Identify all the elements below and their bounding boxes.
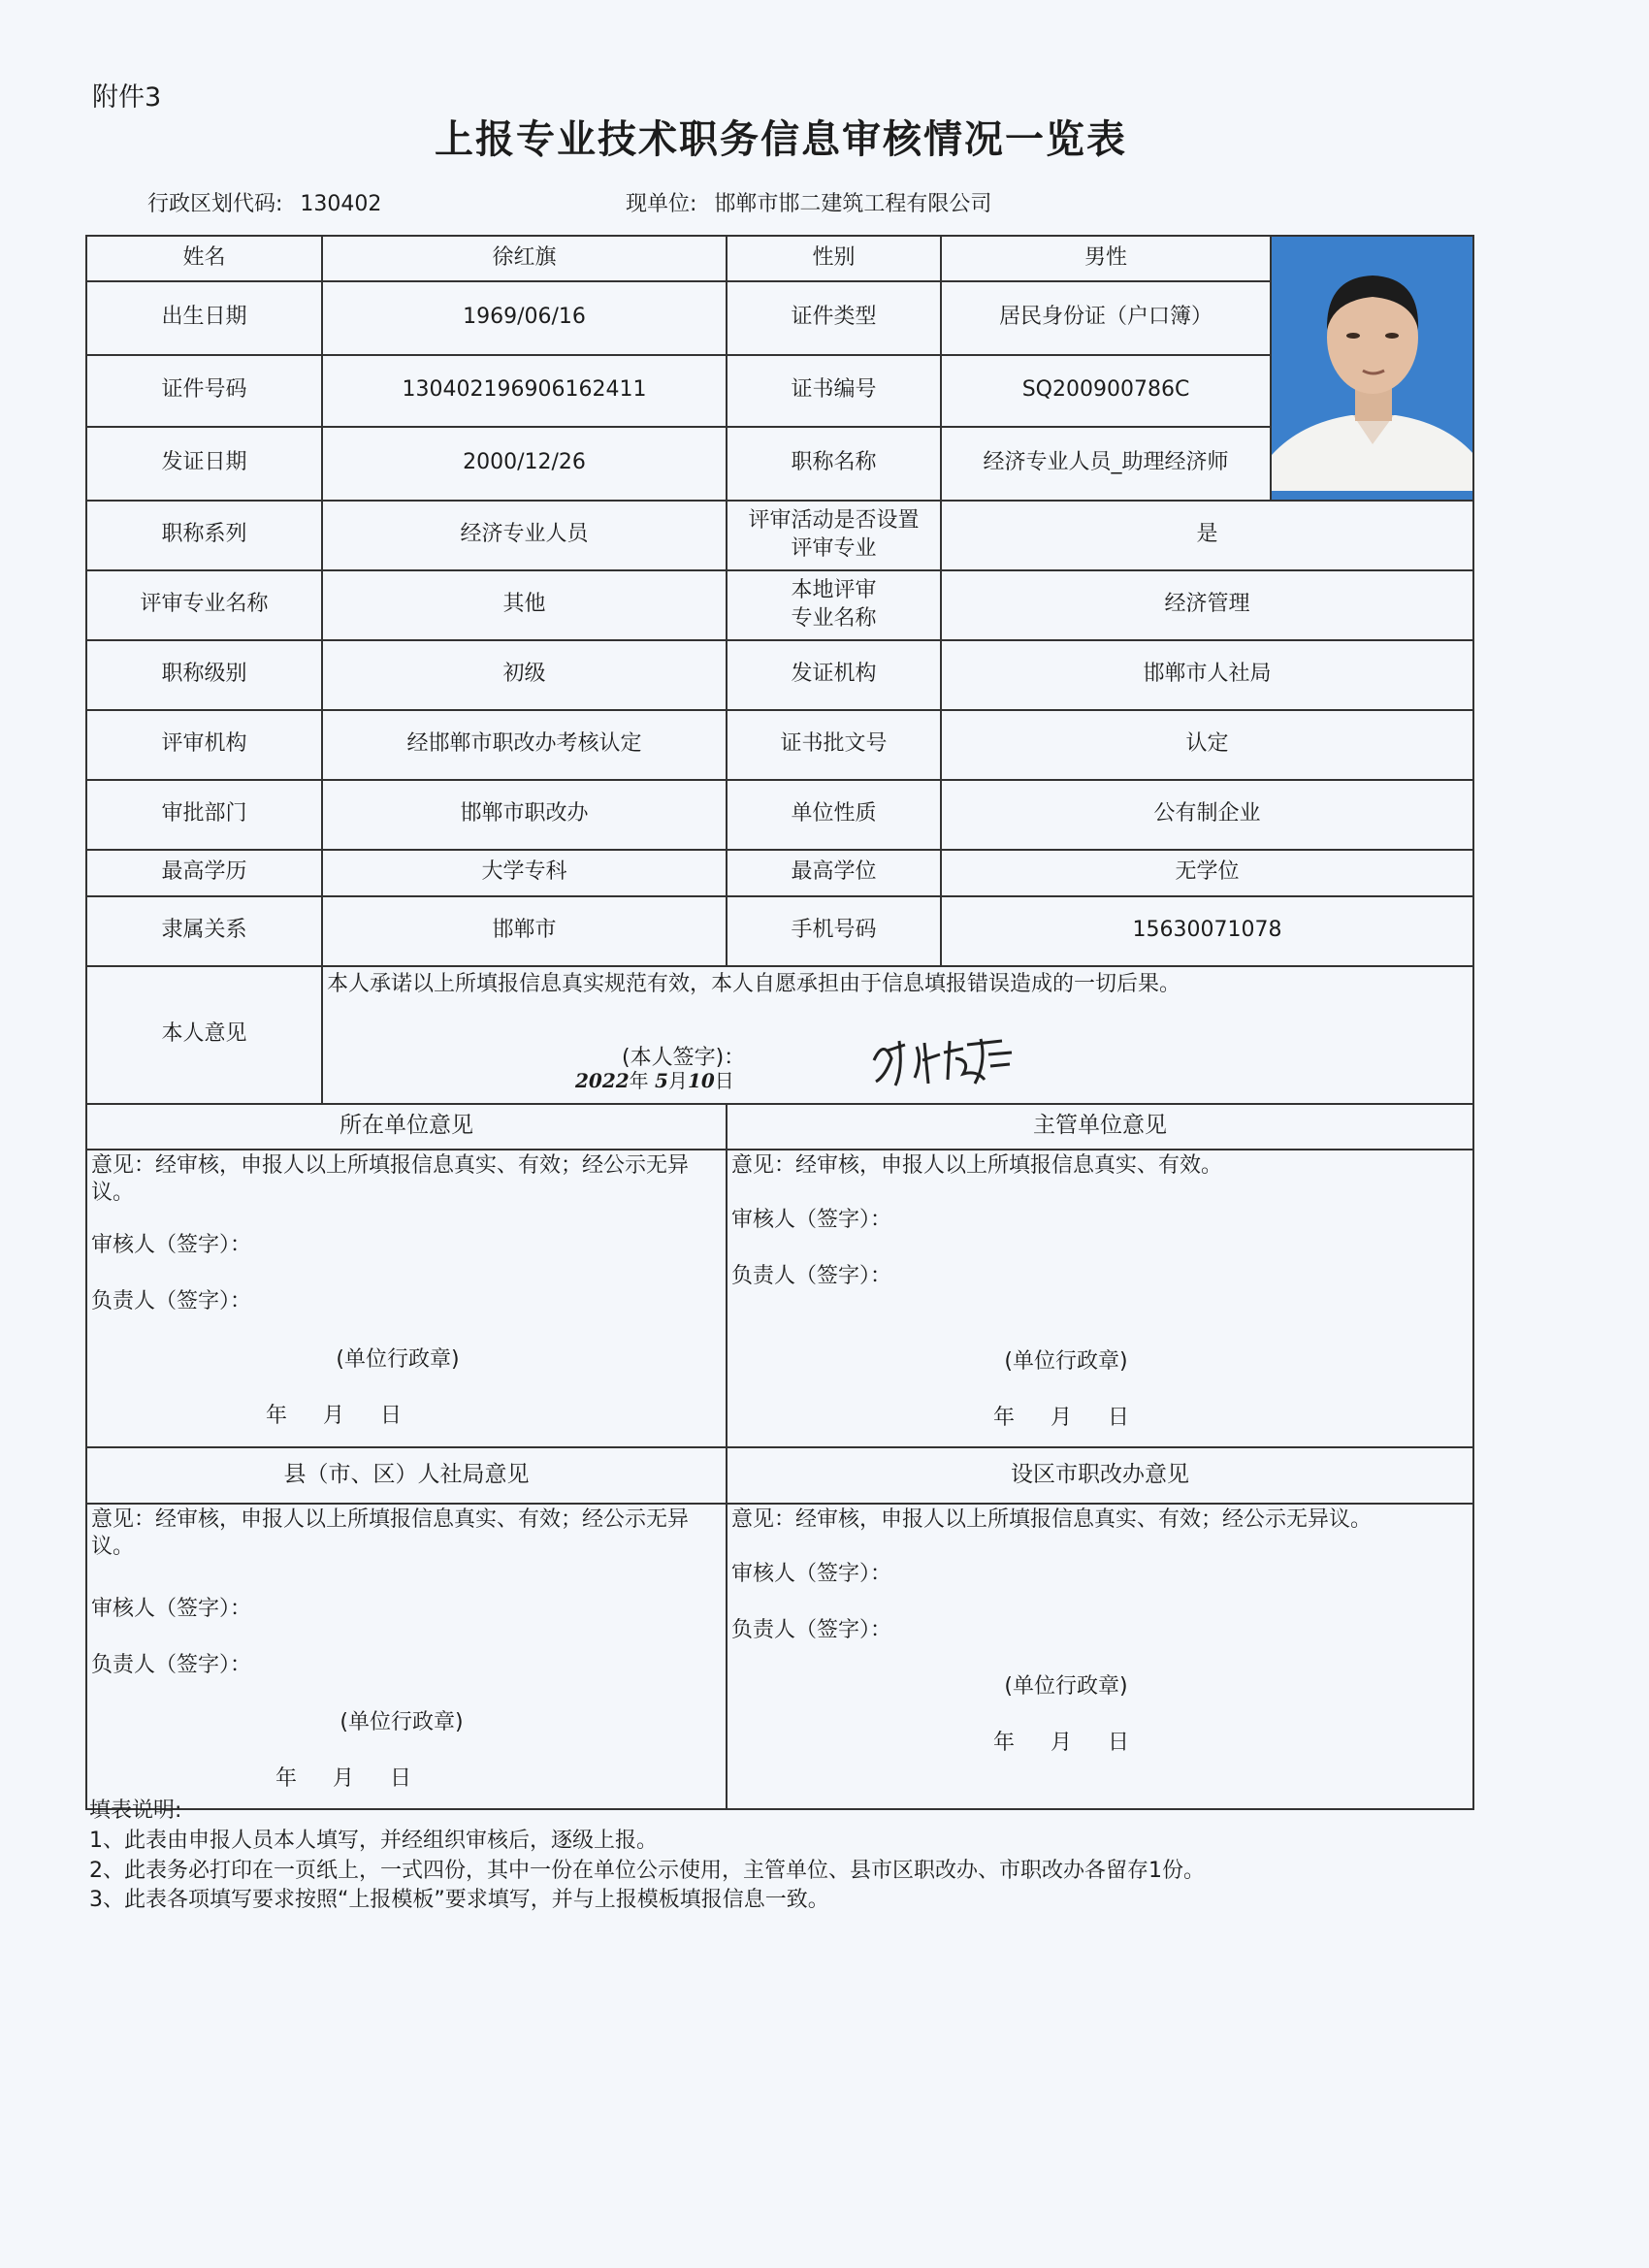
edu-value: 大学专科 (322, 850, 727, 896)
review-org-value: 经邯郸市职改办考核认定 (322, 710, 727, 780)
title-name-label: 职称名称 (727, 427, 941, 501)
issuer-value: 邯郸市人社局 (941, 640, 1473, 710)
gender-label: 性别 (727, 236, 941, 281)
review-org-label: 评审机构 (86, 710, 322, 780)
cert-no-value: SQ200900786C (941, 355, 1271, 427)
region-code-value: 130402 (300, 192, 382, 216)
city-date-line: 年 月 日 (993, 1730, 1129, 1755)
handwritten-year: 2022 (575, 1068, 630, 1092)
city-opinion-text: 意见：经审核，申报人以上所填报信息真实、有效；经公示无异议。 (731, 1507, 1373, 1532)
date-month-char: 月 (667, 1068, 688, 1092)
city-reviewer-line: 审核人（签字）： (731, 1561, 892, 1586)
table-row (86, 780, 1473, 850)
local-major-label-line2: 专业名称 (791, 605, 877, 631)
cert-no-label: 证书编号 (727, 355, 941, 427)
supervisor-opinion-text: 意见：经审核，申报人以上所填报信息真实、有效。 (731, 1152, 1223, 1178)
handwritten-signature-icon (866, 1031, 1021, 1089)
table-row (86, 570, 1473, 640)
county-date-line: 年 月 日 (275, 1766, 411, 1791)
city-stamp-label: (单位行政章) (1004, 1673, 1128, 1699)
approval-dept-label: 审批部门 (86, 780, 322, 850)
county-stamp-label: (单位行政章) (340, 1709, 464, 1734)
has-major-label-line1: 评审活动是否设置 (748, 508, 920, 533)
date-day-char: 日 (714, 1068, 734, 1092)
supervisor-responsible-line: 负责人（签字）： (731, 1263, 892, 1288)
has-major-value: 是 (941, 501, 1473, 570)
unit-opinion-cell (86, 1150, 727, 1447)
supervisor-opinion-header: 主管单位意见 (727, 1104, 1473, 1150)
unit-responsible-line: 负责人（签字）： (91, 1288, 252, 1313)
table-row (86, 1104, 1473, 1150)
id-no-label: 证件号码 (86, 355, 322, 427)
phone-value: 15630071078 (941, 896, 1473, 966)
self-sign-date (575, 1068, 734, 1093)
self-opinion-cell (322, 966, 1473, 1104)
unit-line (626, 187, 991, 217)
handwritten-day: 10 (687, 1068, 715, 1092)
title-name-value: 经济专业人员_助理经济师 (941, 427, 1271, 501)
approval-no-label: 证书批文号 (727, 710, 941, 780)
handwritten-month: 5 (655, 1068, 668, 1092)
local-major-value: 经济管理 (941, 570, 1473, 640)
table-row (86, 966, 1473, 1104)
birth-label: 出生日期 (86, 281, 322, 355)
affiliation-label: 隶属关系 (86, 896, 322, 966)
attachment-label: 附件3 (92, 82, 162, 113)
id-photo (1271, 236, 1473, 501)
self-opinion-label: 本人意见 (86, 966, 322, 1104)
local-major-label (727, 570, 941, 640)
issuer-label: 发证机构 (727, 640, 941, 710)
notes-item: 1、此表由申报人员本人填写，并经组织审核后，逐级上报。 (89, 1828, 658, 1853)
name-label: 姓名 (86, 236, 322, 281)
supervisor-stamp-label: (单位行政章) (1004, 1348, 1128, 1374)
id-no-value: 130402196906162411 (322, 355, 727, 427)
form-title: 上报专业技术职务信息审核情况一览表 (435, 117, 1127, 162)
issue-date-value: 2000/12/26 (322, 427, 727, 501)
person-photo-icon (1272, 237, 1473, 491)
supervisor-date-line: 年 月 日 (993, 1405, 1129, 1430)
local-major-label-line1: 本地评审 (791, 578, 877, 602)
major-name-value: 其他 (322, 570, 727, 640)
table-row (86, 640, 1473, 710)
table-row (86, 850, 1473, 896)
county-reviewer-line: 审核人（签字）： (91, 1596, 252, 1621)
city-opinion-header: 设区市职改办意见 (727, 1447, 1473, 1504)
issue-date-label: 发证日期 (86, 427, 322, 501)
notes-title: 填表说明: (89, 1798, 182, 1823)
level-label: 职称级别 (86, 640, 322, 710)
unit-opinion-header: 所在单位意见 (86, 1104, 727, 1150)
self-sign-label: (本人签字)： (622, 1045, 746, 1070)
table-row (86, 1150, 1473, 1447)
major-name-label: 评审专业名称 (86, 570, 322, 640)
table-row (86, 1504, 1473, 1809)
affiliation-value: 邯郸市 (322, 896, 727, 966)
unit-date-line: 年 月 日 (266, 1403, 402, 1428)
table-row (86, 281, 1473, 355)
table-row (86, 710, 1473, 780)
degree-label: 最高学位 (727, 850, 941, 896)
region-code-line (147, 187, 381, 217)
notes-item: 2、此表务必打印在一页纸上，一式四份，其中一份在单位公示使用，主管单位、县市区职改办、市职改办各留存1份。 (89, 1858, 1205, 1883)
unit-value: 邯郸市邯二建筑工程有限公司 (714, 192, 992, 216)
has-major-label (727, 501, 941, 570)
id-type-label: 证件类型 (727, 281, 941, 355)
county-opinion-text: 意见：经审核，申报人以上所填报信息真实、有效；经公示无异议。 (91, 1507, 690, 1560)
county-opinion-cell (86, 1504, 727, 1809)
region-code-label: 行政区划代码: (147, 192, 283, 216)
city-responsible-line: 负责人（签字）： (731, 1617, 892, 1642)
level-value: 初级 (322, 640, 727, 710)
pledge-text: 本人承诺以上所填报信息真实规范有效，本人自愿承担由于信息填报错误造成的一切后果。 (327, 971, 1181, 996)
table-row (86, 355, 1473, 427)
table-row (86, 236, 1473, 281)
unit-stamp-label: (单位行政章) (336, 1346, 460, 1372)
unit-reviewer-line: 审核人（签字）： (91, 1232, 252, 1257)
city-opinion-cell (727, 1504, 1473, 1809)
info-table (85, 235, 1474, 1810)
form-notes (89, 1797, 1205, 1916)
title-series-label: 职称系列 (86, 501, 322, 570)
unit-nature-label: 单位性质 (727, 780, 941, 850)
edu-label: 最高学历 (86, 850, 322, 896)
county-opinion-header: 县（市、区）人社局意见 (86, 1447, 727, 1504)
id-type-value: 居民身份证（户口簿） (941, 281, 1271, 355)
phone-label: 手机号码 (727, 896, 941, 966)
date-year-char: 年 (629, 1068, 649, 1092)
gender-value: 男性 (941, 236, 1271, 281)
unit-nature-value: 公有制企业 (941, 780, 1473, 850)
degree-value: 无学位 (941, 850, 1473, 896)
has-major-label-line2: 评审专业 (791, 535, 877, 561)
approval-no-value: 认定 (941, 710, 1473, 780)
county-responsible-line: 负责人（签字）： (91, 1652, 252, 1677)
birth-value: 1969/06/16 (322, 281, 727, 355)
table-row (86, 896, 1473, 966)
table-row (86, 501, 1473, 570)
approval-dept-value: 邯郸市职改办 (322, 780, 727, 850)
unit-opinion-text: 意见：经审核，申报人以上所填报信息真实、有效；经公示无异议。 (91, 1152, 690, 1206)
supervisor-reviewer-line: 审核人（签字）： (731, 1207, 892, 1232)
supervisor-opinion-cell (727, 1150, 1473, 1447)
title-series-value: 经济专业人员 (322, 501, 727, 570)
notes-item: 3、此表各项填写要求按照“上报模板”要求填写，并与上报模板填报信息一致。 (89, 1888, 829, 1913)
name-value: 徐红旗 (322, 236, 727, 281)
unit-label: 现单位: (626, 192, 697, 216)
table-row (86, 1447, 1473, 1504)
table-row (86, 427, 1473, 501)
